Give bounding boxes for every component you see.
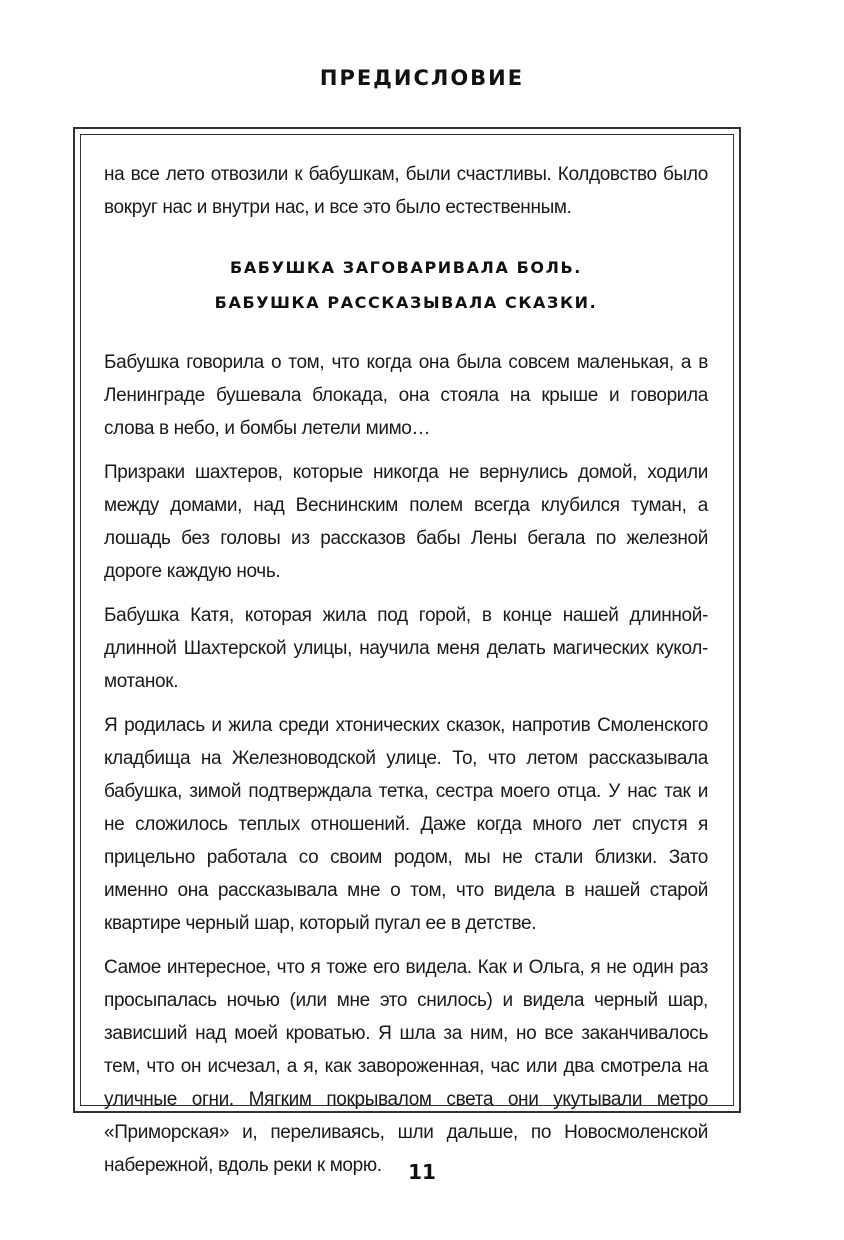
- intro-paragraph: на все лето отвозили к бабушкам, были счастливы. Колдовство было вокруг нас и внутри нас, и все это было естественным.: [104, 164, 708, 218]
- page-number: 11: [408, 1160, 436, 1184]
- paragraph-1: Бабушка говорила о том, что когда она была совсем маленькая, а в Ленинграде бушевала блокада, она стояла на крыше и говорила слова в небо, и бомбы летели мимо…: [104, 352, 708, 439]
- callout-line-2: БАБУШКА РАССКАЗЫВАЛА СКАЗКИ.: [214, 293, 598, 312]
- callout-line-1: БАБУШКА ЗАГОВАРИВАЛА БОЛЬ.: [230, 258, 582, 277]
- page-body: [104, 158, 708, 1193]
- chapter-header: ПРЕДИСЛОВИЕ: [319, 66, 525, 90]
- paragraph-3: Бабушка Катя, которая жила под горой, в конце нашей длинной-длинной Шахтерской улицы, научила меня делать магических кукол-мотанок.: [104, 605, 708, 692]
- paragraph-2: Призраки шахтеров, которые никогда не вернулись домой, ходили между домами, над Веснинским полем всегда клубился туман, а лошадь без головы из рассказов бабы Лены бегала по железной дороге каждую ночь.: [104, 462, 708, 582]
- callout-block: [104, 250, 708, 320]
- paragraph-4: Я родилась и жила среди хтонических сказок, напротив Смоленского кладбища на Железноводской улице. То, что летом рассказывала бабушка, зимой подтверждала тетка, сестра моего отца. У нас так и не сложилось теплых отношений. Даже когда много лет спустя я прицельно работала со своим родом, мы не стали близки. Зато именно она рассказывала мне о том, что видела в нашей старой квартире черный шар, который пугал ее в детстве.: [104, 715, 708, 934]
- paragraph-5: Самое интересное, что я тоже его видела. Как и Ольга, я не один раз просыпалась ночью (или мне это снилось) и видела черный шар, зависший над моей кроватью. Я шла за ним, но все заканчивалось тем, что он исчезал, а я, как завороженная, час или два смотрела на уличные огни. Мягким покрывалом света они укутывали метро «Приморская» и, переливаясь, шли дальше, по Новосмоленской набережной, вдоль реки к морю.: [104, 957, 708, 1176]
